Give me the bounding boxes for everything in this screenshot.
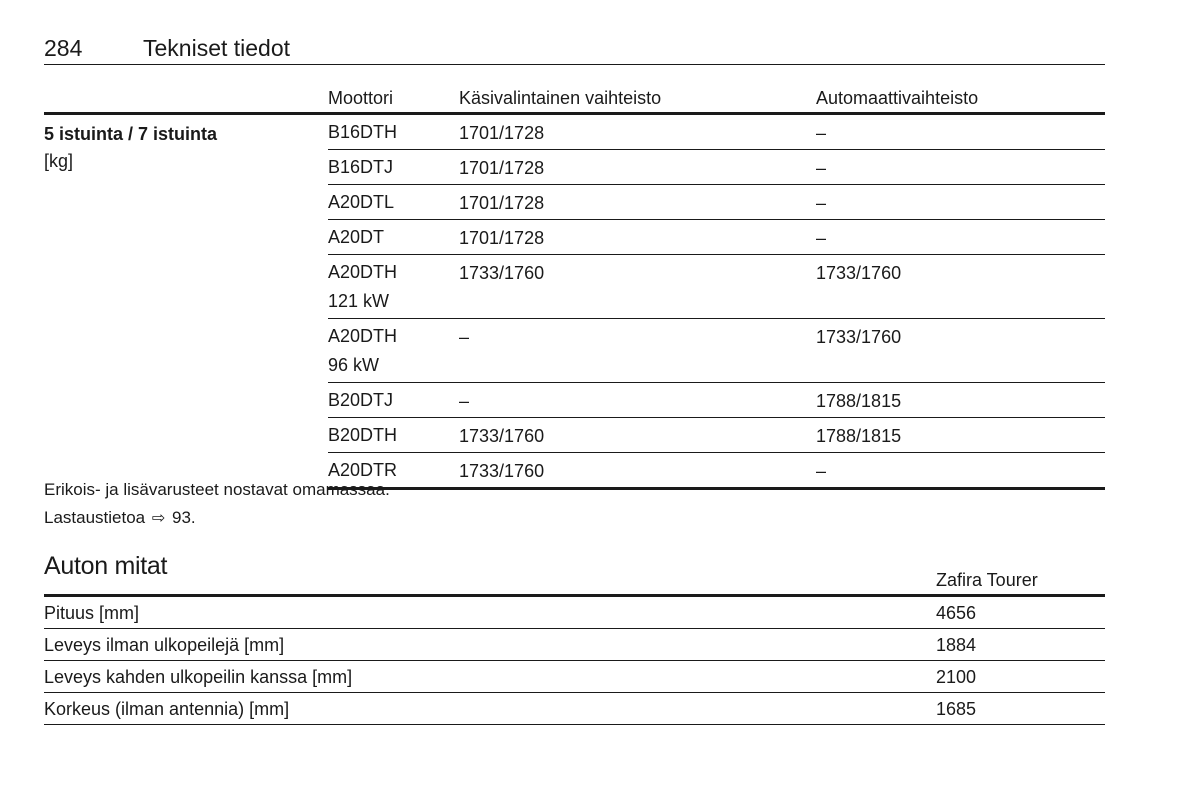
column-header-auto: Automaattivaihteisto <box>816 88 979 108</box>
dimension-label: Leveys kahden ulkopeilin kanssa [mm] <box>44 667 353 687</box>
table-row <box>328 319 1105 383</box>
auto-weight-cell: 1788/1815 <box>816 391 902 411</box>
auto-weight-cell: – <box>816 461 827 481</box>
weights-row-label <box>44 121 314 175</box>
manual-weight-cell: – <box>459 327 470 347</box>
engine-cell <box>328 386 1105 415</box>
table-row <box>328 255 1105 319</box>
weights-table <box>44 84 1105 490</box>
page-section-title: Tekniset tiedot <box>143 35 291 61</box>
engine-cell <box>328 188 1105 217</box>
engine-cell <box>328 322 1105 380</box>
column-header-manual: Käsivalintainen vaihteisto <box>459 88 662 108</box>
dimensions-table <box>44 566 1105 725</box>
engine-code: B16DTJ <box>328 157 394 177</box>
auto-weight-cell: – <box>816 123 827 143</box>
section-heading: Auton mitat <box>44 551 168 580</box>
engine-cell <box>328 421 1105 450</box>
table-row <box>328 453 1105 490</box>
engine-code: A20DTH <box>328 326 398 346</box>
auto-weight-cell: 1733/1760 <box>816 263 902 283</box>
engine-code: A20DT <box>328 227 385 247</box>
column-header-engine: Moottori <box>328 88 394 108</box>
note-equipment: Erikois- ja lisävarusteet nostavat omamassaa. <box>44 480 390 499</box>
weights-rows <box>328 115 1105 490</box>
engine-cell <box>328 258 1105 316</box>
dimension-value: 1884 <box>936 635 977 655</box>
table-row <box>44 693 1105 725</box>
auto-weight-cell: 1733/1760 <box>816 327 902 347</box>
manual-weight-cell: 1701/1728 <box>459 123 545 143</box>
engine-code: B20DTJ <box>328 390 394 410</box>
table-row <box>328 383 1105 418</box>
seats-label: 5 istuinta / 7 istuinta <box>44 124 218 144</box>
column-header-model: Zafira Tourer <box>936 570 1038 590</box>
dimension-label: Korkeus (ilman antennia) [mm] <box>44 699 290 719</box>
table-row <box>44 629 1105 661</box>
engine-code: B20DTH <box>328 425 398 445</box>
auto-weight-cell: – <box>816 193 827 213</box>
engine-code: B16DTH <box>328 122 398 142</box>
table-row <box>328 418 1105 453</box>
page-number: 284 <box>44 35 83 61</box>
engine-power: 121 kW <box>328 291 390 311</box>
engine-cell <box>328 118 1105 147</box>
table-row <box>328 185 1105 220</box>
manual-weight-cell: – <box>459 391 470 411</box>
table-row <box>44 661 1105 693</box>
table-row <box>44 597 1105 629</box>
auto-weight-cell: 1788/1815 <box>816 426 902 446</box>
dimension-label: Pituus [mm] <box>44 603 140 623</box>
dimensions-table-header <box>44 566 1105 597</box>
weights-table-header <box>44 84 1105 115</box>
engine-cell <box>328 223 1105 252</box>
auto-weight-cell: – <box>816 158 827 178</box>
dimension-value: 1685 <box>936 699 977 719</box>
dimensions-rows <box>44 597 1105 725</box>
engine-code: A20DTL <box>328 192 395 212</box>
manual-weight-cell: 1733/1760 <box>459 426 545 446</box>
arrow-reference-icon: ⇨ <box>151 510 166 527</box>
page-header <box>44 34 1105 65</box>
manual-weight-cell: 1701/1728 <box>459 228 545 248</box>
auto-weight-cell: – <box>816 228 827 248</box>
dimension-value: 4656 <box>936 603 977 623</box>
dimension-label: Leveys ilman ulkopeilejä [mm] <box>44 635 285 655</box>
note-loading-reference <box>44 507 196 530</box>
manual-weight-cell: 1701/1728 <box>459 158 545 178</box>
weights-table-body <box>44 115 1105 490</box>
manual-weight-cell: 1733/1760 <box>459 263 545 283</box>
engine-cell <box>328 153 1105 182</box>
note-loading-label: Lastaustietoa <box>44 508 146 527</box>
engine-code: A20DTH <box>328 262 398 282</box>
note-loading-page[interactable]: 93. <box>172 508 196 527</box>
engine-code: A20DTR <box>328 460 398 480</box>
engine-power: 96 kW <box>328 355 380 375</box>
engine-cell <box>328 456 1105 485</box>
unit-label: [kg] <box>44 151 74 171</box>
table-row <box>328 150 1105 185</box>
manual-weight-cell: 1733/1760 <box>459 461 545 481</box>
table-row <box>328 220 1105 255</box>
table-row <box>328 115 1105 150</box>
manual-weight-cell: 1701/1728 <box>459 193 545 213</box>
dimension-value: 2100 <box>936 667 977 687</box>
